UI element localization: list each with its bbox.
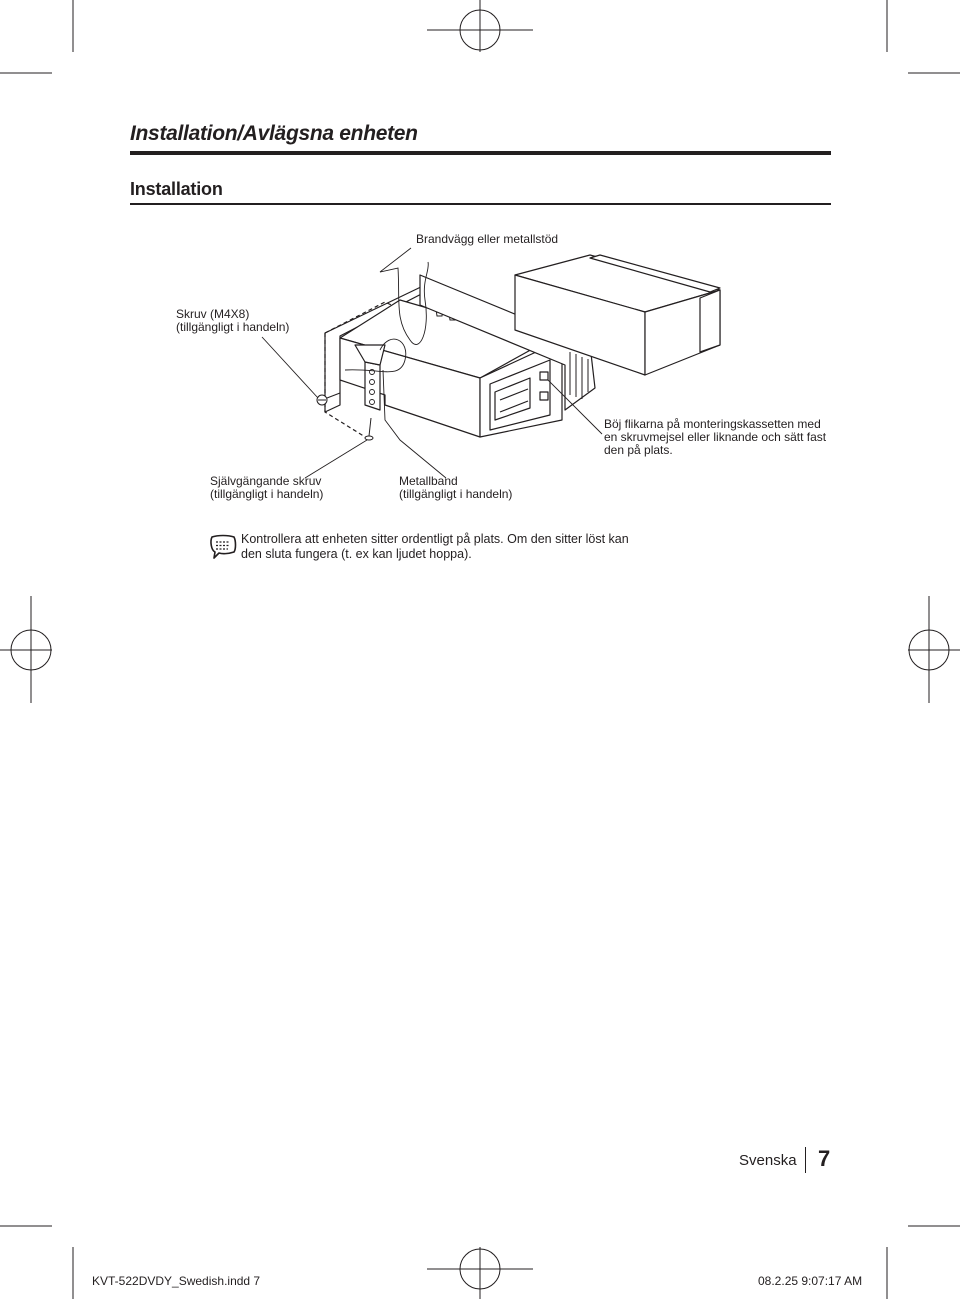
slug-timestamp: 08.2.25 9:07:17 AM xyxy=(758,1274,863,1288)
self-tapping-screw-label-line2: (tillgängligt i handeln) xyxy=(210,487,324,501)
note-icon xyxy=(208,533,238,561)
slug-filename: KVT-522DVDY_Swedish.indd 7 xyxy=(92,1274,261,1288)
note-text-line2: den sluta fungera (t. ex kan ljudet hoppa). xyxy=(241,547,472,561)
section-title: Installation xyxy=(130,179,223,199)
screw-label-line1: Skruv (M4X8) xyxy=(176,307,250,321)
tabs-label-line2: en skruvmejsel eller liknande och sätt fast xyxy=(604,430,827,444)
page-number: 7 xyxy=(818,1146,831,1171)
page-title: Installation/Avlägsna enheten xyxy=(130,122,418,145)
tabs-label-line1: Böj flikarna på monteringskassetten med xyxy=(604,417,821,431)
metal-strap-label-line2: (tillgängligt i handeln) xyxy=(399,487,513,501)
firewall-label: Brandvägg eller metallstöd xyxy=(416,232,559,246)
tabs-label-line3: den på plats. xyxy=(604,443,673,457)
footer-divider xyxy=(805,1147,806,1173)
footer-language: Svenska xyxy=(739,1152,797,1169)
note-text-line1: Kontrollera att enheten sitter ordentligt på plats. Om den sitter löst kan xyxy=(241,532,629,546)
screw-label-line2: (tillgängligt i handeln) xyxy=(176,320,290,334)
metal-strap-label-line1: Metallband xyxy=(399,474,458,488)
self-tapping-screw-label-line1: Självgängande skruv xyxy=(210,474,322,488)
